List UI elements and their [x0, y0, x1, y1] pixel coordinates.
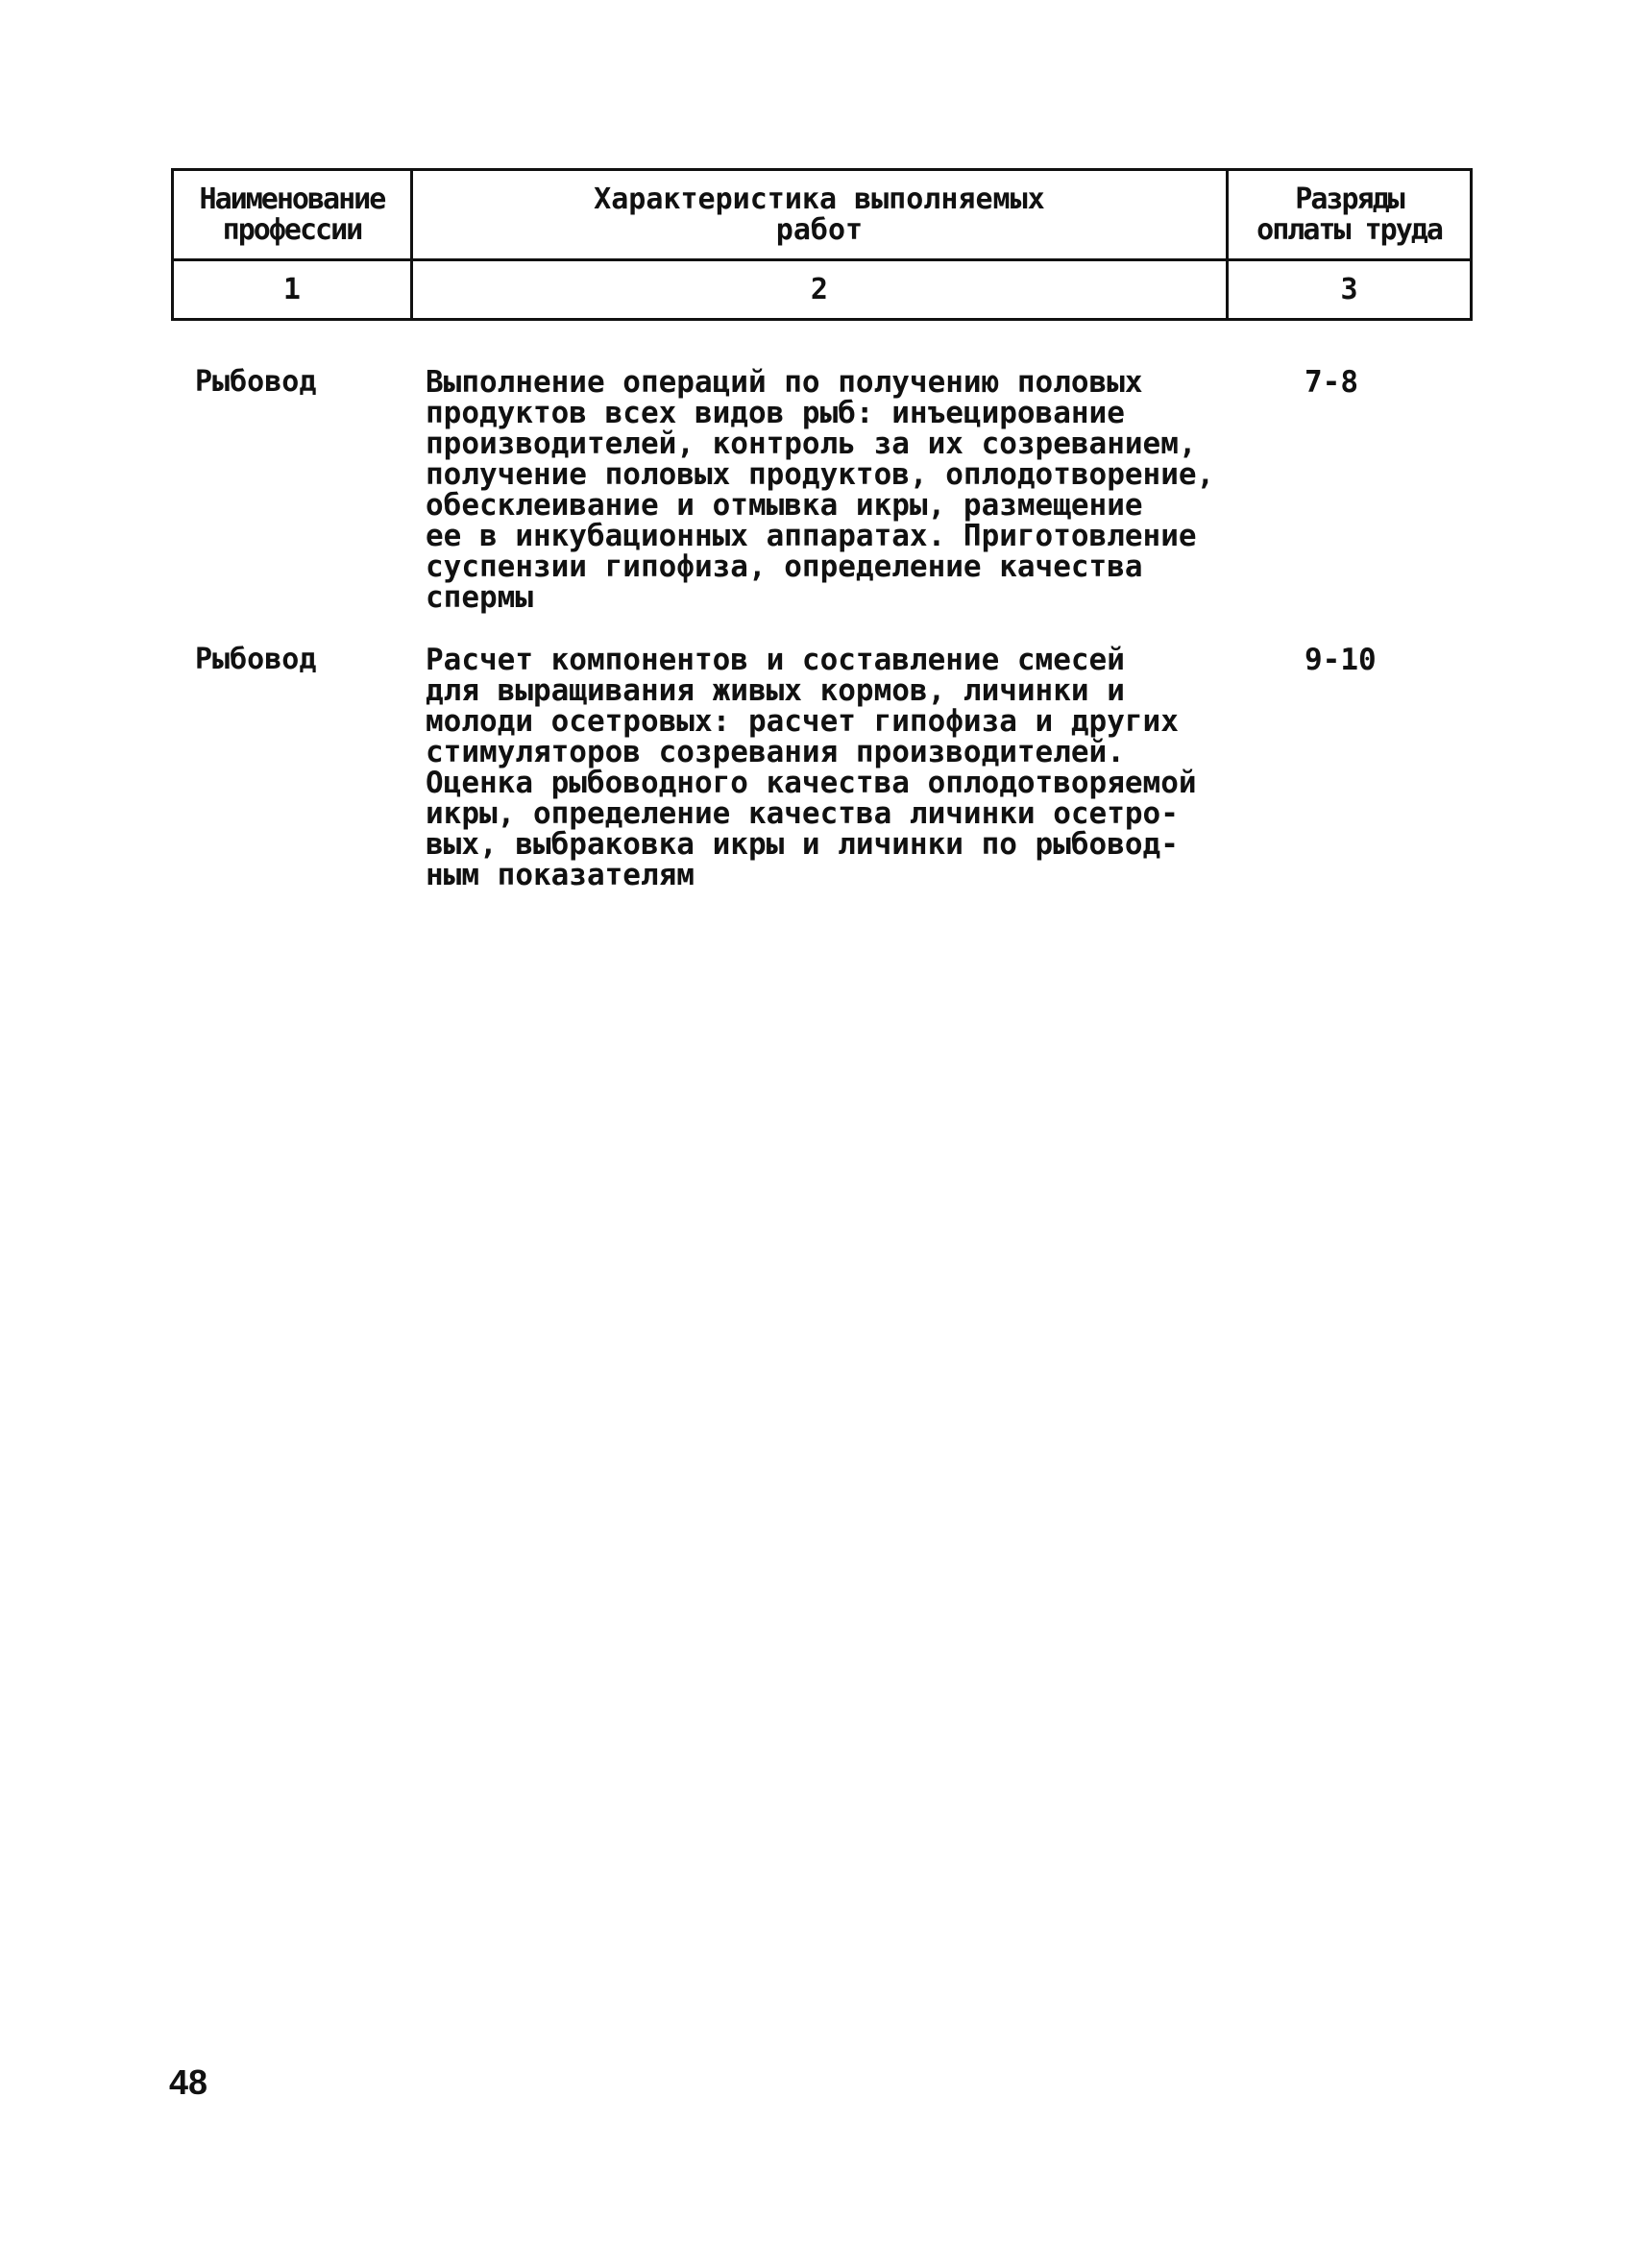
column-number-1: 1 — [173, 260, 412, 320]
description-line: спермы — [426, 580, 533, 615]
description-line: Выполнение операций по получению половых — [426, 365, 1143, 400]
column-number-row — [173, 260, 1472, 320]
profession-name: Рыбовод — [195, 365, 317, 399]
page-number: 48 — [169, 2062, 208, 2102]
header-pay-grades — [1228, 170, 1472, 260]
description-line: суспензии гипофиза, определение качества — [426, 549, 1143, 584]
description-line: икры, определение качества личинки осетро- — [426, 796, 1179, 831]
description-line: Расчет компонентов и составление смесей — [426, 643, 1125, 677]
column-number-2: 2 — [411, 260, 1227, 320]
header-profession-name — [173, 170, 412, 260]
description-line: ным показателям — [426, 858, 695, 892]
description-line: вых, выбраковка икры и личинки по рыбовод- — [426, 827, 1179, 862]
header-grades-line-2: оплаты труда — [1256, 212, 1442, 247]
header-work-line-1: Характеристика выполняемых — [594, 182, 1045, 216]
column-number-3: 3 — [1228, 260, 1472, 320]
description-line: Оценка рыбоводного качества оплодотворяемой — [426, 766, 1197, 800]
header-work-line-2: работ — [775, 212, 864, 247]
description-line: продуктов всех видов рыб: инъецирование — [426, 396, 1125, 430]
description-line: молоди осетровых: расчет гипофиза и других — [426, 704, 1179, 739]
description-line: для выращивания живых кормов, личинки и — [426, 673, 1125, 708]
work-description — [426, 645, 1271, 890]
header-row — [173, 170, 1472, 260]
description-line: производителей, контроль за их созреванием, — [426, 427, 1197, 461]
header-profession-line-2: профессии — [222, 212, 362, 247]
column-header-table — [171, 168, 1473, 321]
description-line: стимуляторов созревания производителей. — [426, 735, 1125, 769]
work-description — [426, 367, 1271, 613]
header-profession-line-1: Наименование — [199, 182, 385, 216]
description-line: ее в инкубационных аппаратах. Приготовление — [426, 519, 1197, 553]
header-work-characteristics — [411, 170, 1227, 260]
pay-grade: 7-8 — [1305, 365, 1358, 400]
header-grades-line-1: Разряды — [1295, 182, 1403, 216]
description-line: получение половых продуктов, оплодотворение, — [426, 457, 1215, 492]
profession-name: Рыбовод — [195, 643, 317, 676]
description-line: обесклеивание и отмывка икры, размещение — [426, 488, 1143, 523]
pay-grade: 9-10 — [1305, 643, 1377, 677]
